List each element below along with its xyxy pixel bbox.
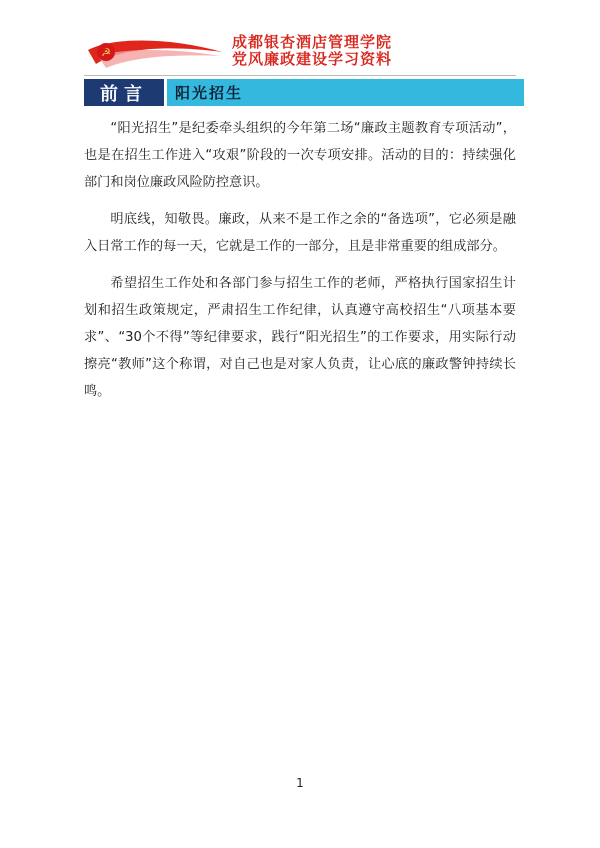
doc-series-name: 党风廉政建设学习资料: [232, 50, 393, 68]
body-text: [84, 115, 516, 415]
section-tag: 前言: [84, 79, 164, 106]
org-name: 成都银杏酒店管理学院: [232, 33, 393, 51]
header-divider: [84, 75, 516, 76]
document-header: [84, 30, 516, 76]
svg-text:☭: ☭: [101, 46, 111, 59]
party-emblem-icon: [84, 34, 224, 70]
paragraph-1: “阳光招生”是纪委牵头组织的今年第二场“廉政主题教育专项活动”，也是在招生工作进入“攻艰”阶段的一次专项安排。活动的目的：持续强化部门和岗位廉政风险防控意识。: [84, 121, 516, 190]
page-number: 1: [296, 776, 304, 790]
org-title: [232, 34, 392, 68]
paragraph-2: 明底线，知敬畏。廉政，从来不是工作之余的“备选项”，它必须是融入日常工作的每一天，它就是工作的一部分，且是非常重要的组成部分。: [84, 212, 516, 254]
section-banner: [84, 79, 524, 106]
section-title: 阳光招生: [167, 79, 524, 106]
paragraph-3: 希望招生工作处和各部门参与招生工作的老师，严格执行国家招生计划和招生政策规定，严肃招生工作纪律，认真遵守高校招生“八项基本要求”、“30个不得”等纪律要求，践行“阳光招生”的工作要求，用实际行动擦亮“教师”这个称谓，对自己也是对家人负责，让心底的廉政警钟持续长鸣。: [84, 276, 516, 399]
